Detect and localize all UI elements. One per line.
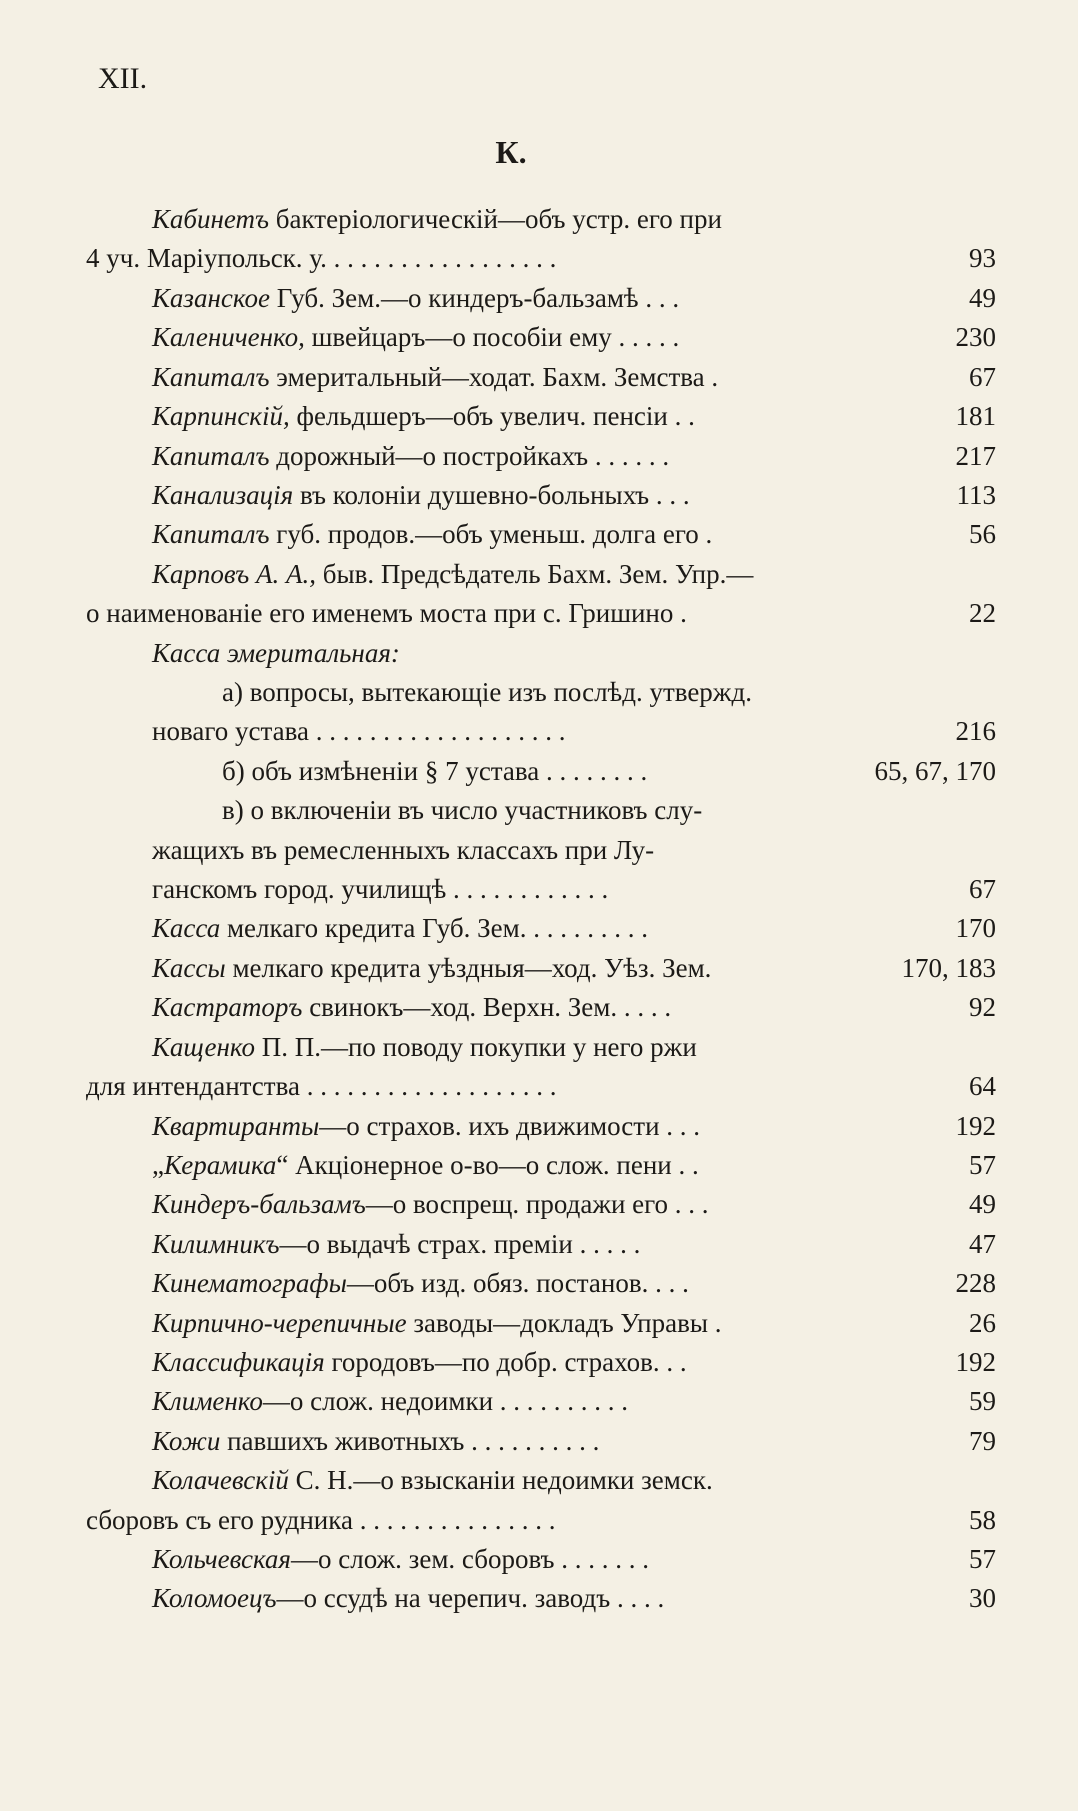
entry-description: мелкаго кредита уѣздныя—ход. Уѣз. Зем. (225, 953, 712, 983)
page-reference: 58 (969, 1505, 996, 1535)
entry-heading: Клименко (152, 1386, 263, 1416)
entry-description: а) вопросы, вытекающіе изъ послѣд. утвержд. (222, 677, 752, 707)
page-reference: 170, 183 (901, 953, 996, 983)
entry-heading: Карпинскій, (152, 401, 290, 431)
entry-text (152, 1421, 599, 1461)
page-reference: 216 (955, 716, 996, 746)
entry-description: “ Акціонерное о-во—о слож. пени . . (276, 1150, 699, 1180)
entry-description: заводы—докладъ Управы . (406, 1308, 722, 1338)
page-reference: 49 (969, 1189, 996, 1219)
entry-text (152, 199, 722, 239)
entry-heading: Кинематографы (152, 1268, 347, 1298)
page-reference: 217 (955, 441, 996, 471)
entry-heading: Киндеръ-бальзамъ (152, 1189, 366, 1219)
entry-description: мелкаго кредита Губ. Зем. . . . . . . . . . (220, 913, 648, 943)
entry-text (152, 869, 608, 909)
entry-heading: Канализація (152, 480, 294, 510)
entry-text (152, 948, 711, 988)
index-line (152, 1539, 649, 1579)
entry-description: дорожный—о постройкахъ . . . . . . (269, 441, 670, 471)
page-reference: 64 (969, 1071, 996, 1101)
page-reference: 56 (969, 519, 996, 549)
entry-heading: Квартиранты (152, 1111, 320, 1141)
entry-text (152, 514, 712, 554)
page-reference: 230 (955, 322, 996, 352)
index-line (152, 278, 679, 318)
entry-text (86, 593, 687, 633)
page-reference: 113 (956, 480, 996, 510)
page-reference: 181 (955, 401, 996, 431)
entry-description: —объ изд. обяз. постанов. . . . (346, 1268, 689, 1298)
entry-text (152, 1381, 628, 1421)
index-line (152, 1027, 697, 1067)
entry-text (152, 1145, 699, 1185)
entry-text (152, 987, 671, 1027)
entry-description: ганскомъ город. училищѣ . . . . . . . . . . . . (152, 874, 609, 904)
index-line (152, 357, 718, 397)
entry-description: П. П.—по поводу покупки у него ржи (254, 1032, 697, 1062)
entry-heading: Кабинетъ (152, 204, 270, 234)
page-reference: 59 (969, 1386, 996, 1416)
entry-heading: Коломоецъ (152, 1583, 277, 1613)
entry-description: новаго устава . . . . . . . . . . . . . . . . . . . (152, 716, 566, 746)
page-reference: 92 (969, 992, 996, 1022)
index-line (152, 1263, 689, 1303)
entry-description: С. Н.—о взысканіи недоимки земск. (288, 1465, 713, 1495)
entry-text (152, 1303, 721, 1343)
entry-text (152, 436, 669, 476)
entry-text (152, 278, 679, 318)
entry-text (152, 1342, 687, 1382)
entry-quote: „ (152, 1150, 164, 1180)
entry-text (152, 357, 718, 397)
entry-description: в) о включеніи въ число участниковъ слу- (222, 795, 703, 825)
entry-text (222, 672, 752, 712)
entry-text (152, 1224, 640, 1264)
entry-text (86, 1500, 555, 1540)
index-line (152, 1145, 699, 1185)
entry-heading: Керамика (163, 1150, 277, 1180)
entry-description: —о воспрещ. продажи его . . . (365, 1189, 709, 1219)
entry-description: городовъ—по добр. страхов. . . (324, 1347, 687, 1377)
entry-text (152, 711, 565, 751)
index-line (86, 593, 687, 633)
entry-text (86, 1066, 556, 1106)
page-reference: 49 (969, 283, 996, 313)
entry-text (222, 751, 647, 791)
entry-heading: Кассы (152, 953, 226, 983)
page-reference: 228 (955, 1268, 996, 1298)
entry-description: о наименованіе его именемъ моста при с. Гришино . (86, 598, 687, 628)
index-line (152, 1224, 640, 1264)
entry-heading: Капиталъ (152, 362, 270, 392)
entry-text (152, 317, 679, 357)
index-line (152, 514, 712, 554)
index-line (222, 672, 752, 712)
page-reference: 192 (955, 1111, 996, 1141)
page-reference: 93 (969, 243, 996, 273)
index-line (86, 238, 556, 278)
entry-heading: Калениченко, (152, 322, 305, 352)
entry-heading: Кольчевская (152, 1544, 291, 1574)
entry-heading: Казанское (152, 283, 270, 313)
page-reference: 65, 67, 170 (874, 756, 996, 786)
page-reference: 170 (955, 913, 996, 943)
index-line (152, 1460, 713, 1500)
entry-text (152, 1027, 697, 1067)
page-reference: 30 (969, 1583, 996, 1613)
entry-description: б) объ измѣненіи § 7 устава . . . . . . . . (222, 756, 648, 786)
entry-description: въ колоніи душевно-больныхъ . . . (293, 480, 690, 510)
entry-description: эмеритальный—ходат. Бахм. Земства . (269, 362, 719, 392)
index-line (152, 199, 722, 239)
index-line (222, 751, 647, 791)
page-reference: 67 (969, 874, 996, 904)
index-line (152, 475, 690, 515)
entry-text (152, 633, 400, 673)
page-reference: 47 (969, 1229, 996, 1259)
entry-text (152, 396, 695, 436)
entry-heading: Кащенко (152, 1032, 255, 1062)
entry-text (152, 1460, 713, 1500)
entry-text (152, 1106, 700, 1146)
page-reference: 192 (955, 1347, 996, 1377)
index-line (152, 1184, 709, 1224)
entry-text (152, 830, 654, 870)
entry-heading: Кирпично-черепичные (152, 1308, 407, 1338)
entry-text (152, 1578, 664, 1618)
page-reference: 57 (969, 1150, 996, 1180)
index-line (152, 711, 565, 751)
page-number: XII. (98, 62, 148, 95)
entry-description: —о выдачѣ страх. преміи . . . . . (279, 1229, 641, 1259)
entry-description: губ. продов.—объ уменьш. долга его . (269, 519, 713, 549)
entry-description: свинокъ—ход. Верхн. Зем. . . . . (302, 992, 672, 1022)
entry-heading: Колачевскій (152, 1465, 289, 1495)
entry-text (152, 475, 690, 515)
entry-heading: Капиталъ (152, 441, 270, 471)
index-line (152, 1342, 687, 1382)
entry-heading: Касса эмеритальная: (152, 638, 400, 668)
page-reference: 79 (969, 1426, 996, 1456)
entry-heading: Капиталъ (152, 519, 270, 549)
entry-heading: Килимникъ (152, 1229, 280, 1259)
entry-heading: Касса (152, 913, 221, 943)
entry-description: фельдшеръ—объ увелич. пенсіи . . (289, 401, 695, 431)
entry-heading: Классификація (152, 1347, 325, 1377)
index-line (152, 830, 654, 870)
index-line (152, 554, 753, 594)
index-line (152, 1381, 628, 1421)
entry-description: —о слож. зем. сборовъ . . . . . . . (290, 1544, 649, 1574)
entry-description: павшихъ животныхъ . . . . . . . . . . (220, 1426, 600, 1456)
entry-text (152, 1184, 709, 1224)
page-reference: 67 (969, 362, 996, 392)
entry-description: —о ссудѣ на черепич. заводъ . . . . (276, 1583, 665, 1613)
index-line (152, 396, 695, 436)
section-letter: К. (495, 134, 527, 170)
entry-description: бактеріологическій—объ устр. его при (269, 204, 722, 234)
index-line (86, 1500, 555, 1540)
entry-description: сборовъ съ его рудника . . . . . . . . . . . . . . . (86, 1505, 556, 1535)
page-reference: 57 (969, 1544, 996, 1574)
index-line (86, 1066, 556, 1106)
entry-description: жащихъ въ ремесленныхъ классахъ при Лу- (152, 835, 655, 865)
entry-text (222, 790, 702, 830)
entry-description: 4 уч. Маріупольск. у. . . . . . . . . . . . . . . . . . (86, 243, 557, 273)
page-reference: 26 (969, 1308, 996, 1338)
index-line (152, 633, 400, 673)
entry-description: —о страхов. ихъ движимости . . . (319, 1111, 701, 1141)
entry-description: Губ. Зем.—о киндеръ-бальзамѣ . . . (269, 283, 680, 313)
entry-description: для интендантства . . . . . . . . . . . . . . . . . . . (86, 1071, 557, 1101)
index-line (152, 869, 608, 909)
entry-description: быв. Предсѣдатель Бахм. Зем. Упр.— (316, 559, 754, 589)
index-line (152, 317, 679, 357)
entry-description: швейцаръ—о пособіи ему . . . . . (304, 322, 680, 352)
index-line (152, 908, 648, 948)
entry-heading: Кастраторъ (152, 992, 303, 1022)
entry-description: —о слож. недоимки . . . . . . . . . . (262, 1386, 629, 1416)
entry-text (152, 908, 648, 948)
entry-text (152, 1539, 649, 1579)
index-line (152, 1578, 664, 1618)
entry-text (86, 238, 556, 278)
entry-heading: Карповъ А. А., (152, 559, 317, 589)
page-reference: 22 (969, 598, 996, 628)
entry-text (152, 554, 753, 594)
index-line (152, 987, 671, 1027)
entry-heading: Кожи (152, 1426, 221, 1456)
index-line (152, 436, 669, 476)
index-line (152, 948, 711, 988)
index-line (152, 1421, 599, 1461)
index-line (152, 1106, 700, 1146)
index-line (152, 1303, 721, 1343)
entry-text (152, 1263, 689, 1303)
index-line (222, 790, 702, 830)
